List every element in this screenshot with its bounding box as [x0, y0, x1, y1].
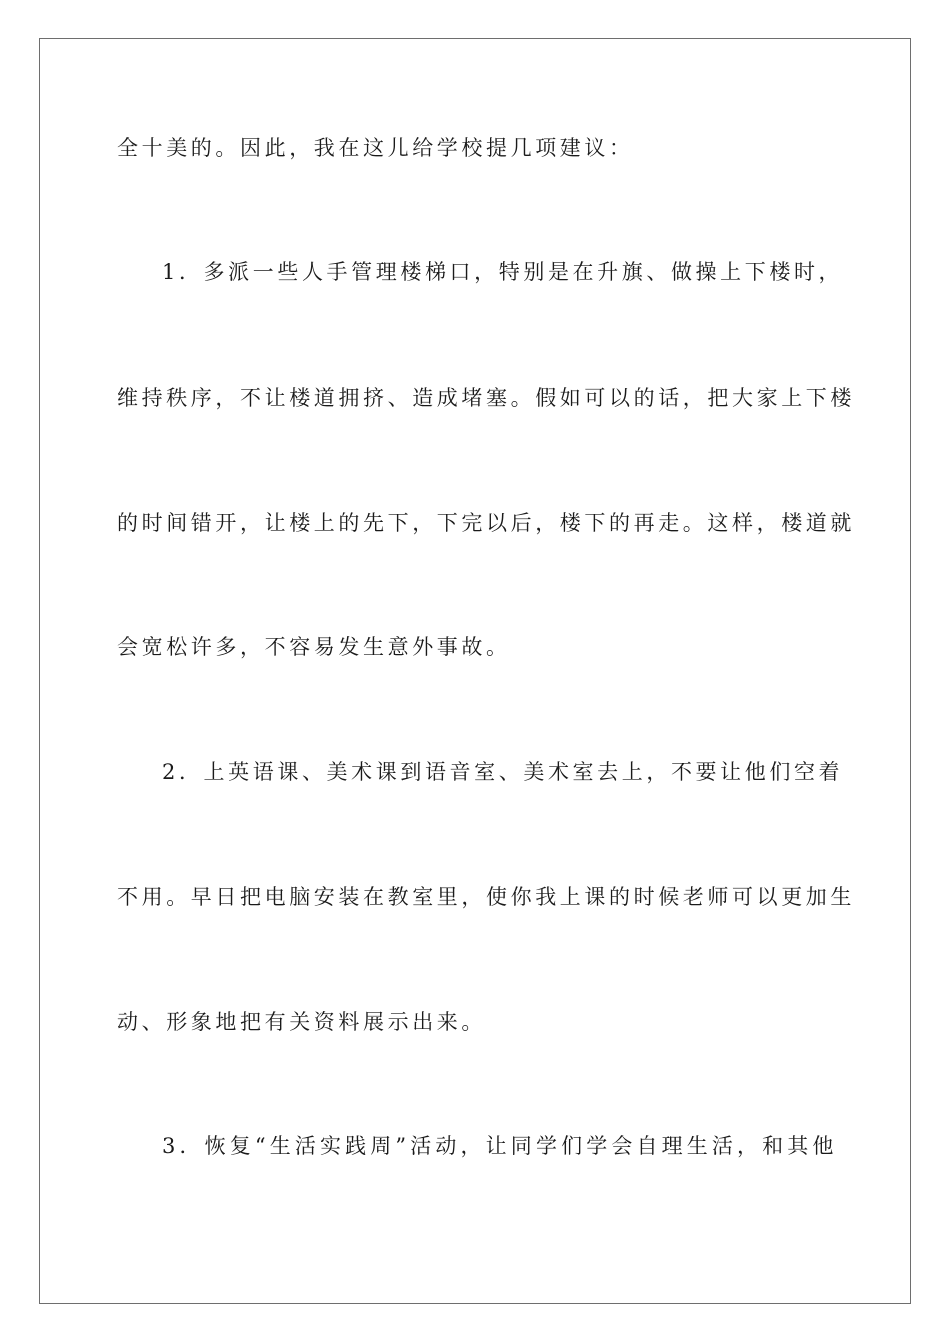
text-line-4: 的时间错开，让楼上的先下，下完以后，楼下的再走。这样，楼道就: [117, 511, 855, 535]
text-line-7: 不用。早日把电脑安装在教室里，使你我上课的时候老师可以更加生: [117, 885, 855, 909]
text-line-3: 维持秩序，不让楼道拥挤、造成堵塞。假如可以的话，把大家上下楼: [117, 386, 855, 410]
text-line-2: 1．多派一些人手管理楼梯口，特别是在升旗、做操上下楼时，: [162, 260, 844, 284]
text-line-9: 3．恢复“生活实践周”活动，让同学们学会自理生活，和其他: [162, 1134, 837, 1158]
page-border: [39, 38, 911, 1304]
text-line-8: 动、形象地把有关资料展示出来。: [117, 1010, 486, 1034]
text-line-1: 全十美的。因此，我在这儿给学校提几项建议：: [117, 136, 634, 160]
text-line-5: 会宽松许多，不容易发生意外事故。: [117, 635, 511, 659]
text-line-6: 2．上英语课、美术课到语音室、美术室去上，不要让他们空着: [162, 760, 844, 784]
